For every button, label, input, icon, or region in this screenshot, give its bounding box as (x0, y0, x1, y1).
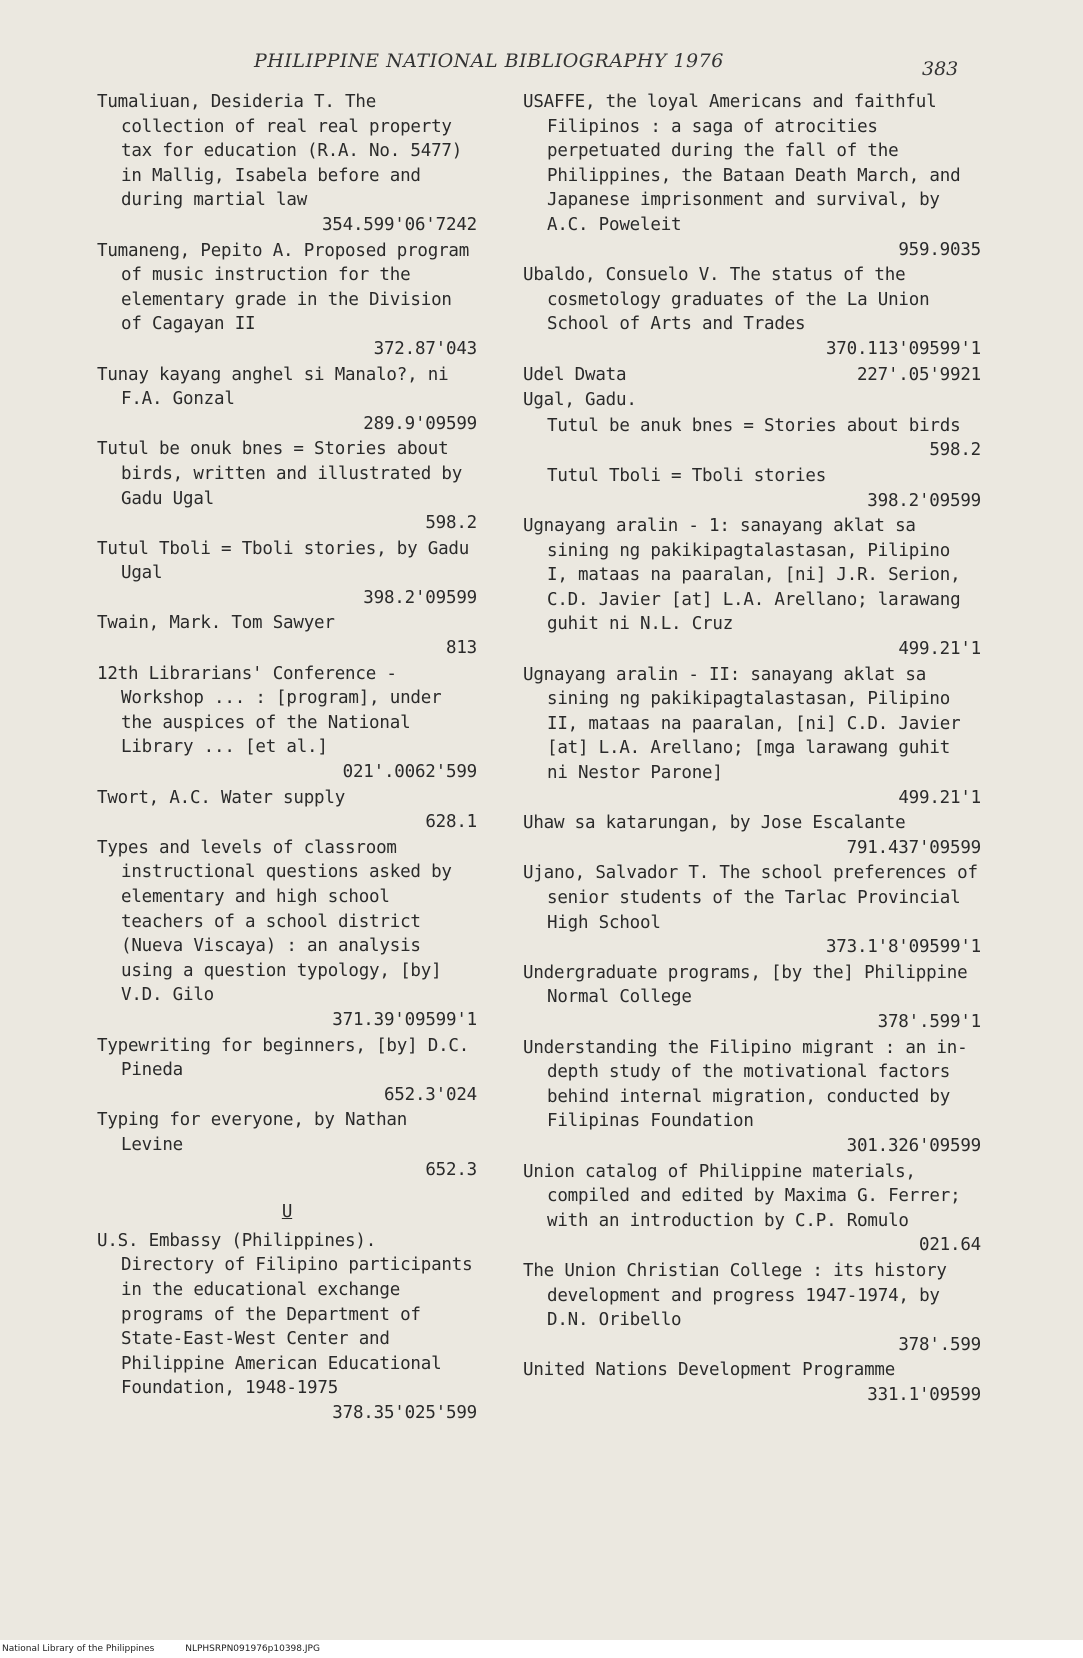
bibliography-entry (523, 388, 981, 413)
entry-text: Tutul Tboli = Tboli stories (547, 465, 827, 486)
footer-file: NLPHSRPN091976p10398.JPG (185, 1644, 320, 1654)
entry-text: Tunay kayang anghel si Manalo?, ni F.A. Gonzal (97, 364, 449, 410)
classification-number: 791.437'09599 (846, 837, 981, 858)
bibliography-entry (523, 90, 981, 262)
classification-number: 227'.05'9921 (856, 364, 981, 385)
entry-text: Tumaneng, Pepito A. Proposed program of music instruction for the elementary grade in the Division of Cagayan II (97, 240, 470, 335)
entry-text: USAFFE, the loyal Americans and faithful Filipinos : a saga of atrocities perpetuated during the fall of the Philippines, the Bataan Death March, and Japanese imprisonment and survival, by A.C. Poweleit (523, 92, 961, 235)
bibliography-entry (523, 414, 981, 463)
classification-number: 598.2 (425, 513, 477, 534)
bibliography-entry (523, 464, 981, 513)
classification-number: 628.1 (425, 812, 477, 833)
entry-text: Tutul be onuk bnes = Stories about birds, written and illustrated by Gadu Ugal (97, 439, 463, 509)
classification-number: 354.599'06'7242 (321, 214, 477, 235)
bibliography-entry (97, 662, 477, 785)
entry-text: Ugal, Gadu. (523, 390, 637, 411)
classification-number: 652.3'024 (383, 1084, 477, 1105)
classification-number: 378.35'025'599 (332, 1402, 477, 1423)
bibliography-entry (97, 537, 477, 611)
right-column (523, 90, 981, 1408)
bibliography-entry (97, 90, 477, 238)
classification-number: 652.3 (425, 1159, 477, 1180)
running-title: PHILIPPINE NATIONAL BIBLIOGRAPHY 1976 (254, 50, 724, 72)
entry-text: The Union Christian College : its history development and progress 1947-1974, by D.N. Oribello (523, 1260, 947, 1331)
entry-text: Uhaw sa katarungan, by Jose Escalante (523, 813, 906, 834)
entry-text: Twort, A.C. Water supply (97, 787, 346, 808)
entry-text: Tumaliuan, Desideria T. The collection of real real property tax for education (R.A. No. 5477) in Mallig, Isabela before and during martial law (97, 92, 463, 211)
classification-number: 372.87'043 (373, 338, 477, 359)
classification-number: 398.2'09599 (867, 490, 981, 511)
bibliography-entry (523, 961, 981, 1035)
entry-text: Ugnayang aralin - II: sanayang aklat sa sining ng pakikipagtalastasan, Pilipino II, mataas na paaralan, [ni] C.D. Javier [at] L.A. Arellano; [mga larawang guhit ni Nestor Parone] (523, 664, 961, 784)
classification-number: 598.2 (929, 440, 981, 461)
entry-text: Tutul be anuk bnes = Stories about birds (547, 415, 961, 436)
classification-number: 378'.599'1 (877, 1011, 981, 1032)
entry-text: 12th Librarians' Conference - Workshop ... : [program], under the auspices of the National Library ... [et al.] (97, 663, 442, 758)
bibliography-entry (97, 239, 477, 362)
entry-text: Understanding the Filipino migrant : an in-depth study of the motivational factors behind internal migration, conducted by Filipinas Foundation (523, 1037, 968, 1132)
bibliography-entry (97, 786, 477, 835)
left-column (97, 90, 477, 1426)
entry-text: Undergraduate programs, [by the] Philippine Normal College (523, 962, 968, 1008)
classification-number: 370.113'09599'1 (825, 338, 981, 359)
classification-number: 813 (445, 638, 477, 659)
classification-number: 378'.599 (898, 1334, 981, 1355)
bibliography-entry (97, 363, 477, 437)
bibliography-entry (97, 836, 477, 1033)
entry-text: Twain, Mark. Tom Sawyer (97, 613, 335, 634)
bibliography-entry (523, 363, 981, 388)
entry-text: Typing for everyone, by Nathan Levine (97, 1110, 408, 1155)
entry-text: Union catalog of Philippine materials, compiled and edited by Maxima G. Ferrer; with an introduction by C.P. Romulo (523, 1161, 961, 1231)
bibliography-entry (523, 663, 981, 811)
classification-number: 373.1'8'09599'1 (825, 937, 981, 958)
bibliography-entry (523, 263, 981, 361)
classification-number: 499.21'1 (898, 787, 981, 808)
entry-text: Udel Dwata (523, 364, 627, 385)
bibliography-entry (523, 811, 981, 860)
classification-number: 398.2'09599 (363, 587, 477, 608)
page-number: 383 (922, 58, 959, 80)
classification-number: 371.39'09599'1 (332, 1009, 477, 1030)
bibliography-entry (97, 1229, 477, 1426)
entry-text: Ubaldo, Consuelo V. The status of the cosmetology graduates of the La Union School of Arts and Trades (523, 265, 930, 335)
bibliography-entry (523, 861, 981, 959)
classification-number: 959.9035 (898, 239, 981, 260)
entry-text: U.S. Embassy (Philippines). Directory of Filipino participants in the educational exchange programs of the Department of State-East-West Center and Philippine American Educational Foundation, 1948-1975 (97, 1230, 473, 1399)
bibliography-entry (523, 1358, 981, 1407)
section-letter-heading: U (281, 1202, 293, 1223)
bibliography-entry (523, 1259, 981, 1357)
classification-number: 499.21'1 (898, 639, 981, 660)
classification-number: 021.64 (918, 1235, 981, 1256)
classification-number: 331.1'09599 (867, 1384, 981, 1405)
entry-text: Types and levels of classroom instructional questions asked by elementary and high school teachers of a school district (Nueva Viscaya) : an analysis using a question typology, [by] V.D. Gilo (97, 837, 452, 1006)
bibliography-entry (97, 1108, 477, 1182)
bibliography-entry (97, 611, 477, 660)
classification-number: 301.326'09599 (846, 1135, 981, 1156)
classification-number: 021'.0062'599 (342, 762, 477, 783)
entry-text: Ujano, Salvador T. The school preferences of senior students of the Tarlac Provincial High School (523, 863, 978, 933)
classification-number: 289.9'09599 (363, 413, 477, 434)
entry-text: Tutul Tboli = Tboli stories, by Gadu Ugal (97, 538, 470, 584)
bibliography-entry (97, 437, 477, 535)
footer-source: National Library of the Philippines (2, 1644, 155, 1654)
entry-text: Ugnayang aralin - 1: sanayang aklat sa sining ng pakikipagtalastasan, Pilipino I, mataas na paaralan, [ni] J.R. Serion, C.D. Javier [at] L.A. Arellano; larawang guhit ni N.L. Cruz (523, 516, 961, 635)
bibliography-entry (523, 1036, 981, 1159)
bibliography-entry (523, 514, 981, 662)
bibliography-entry (97, 1034, 477, 1108)
entry-text: Typewriting for beginners, [by] D.C. Pineda (97, 1035, 470, 1081)
entry-text: United Nations Development Programme (523, 1360, 896, 1381)
bibliography-entry (523, 1160, 981, 1258)
scan-footer (0, 1640, 1083, 1658)
